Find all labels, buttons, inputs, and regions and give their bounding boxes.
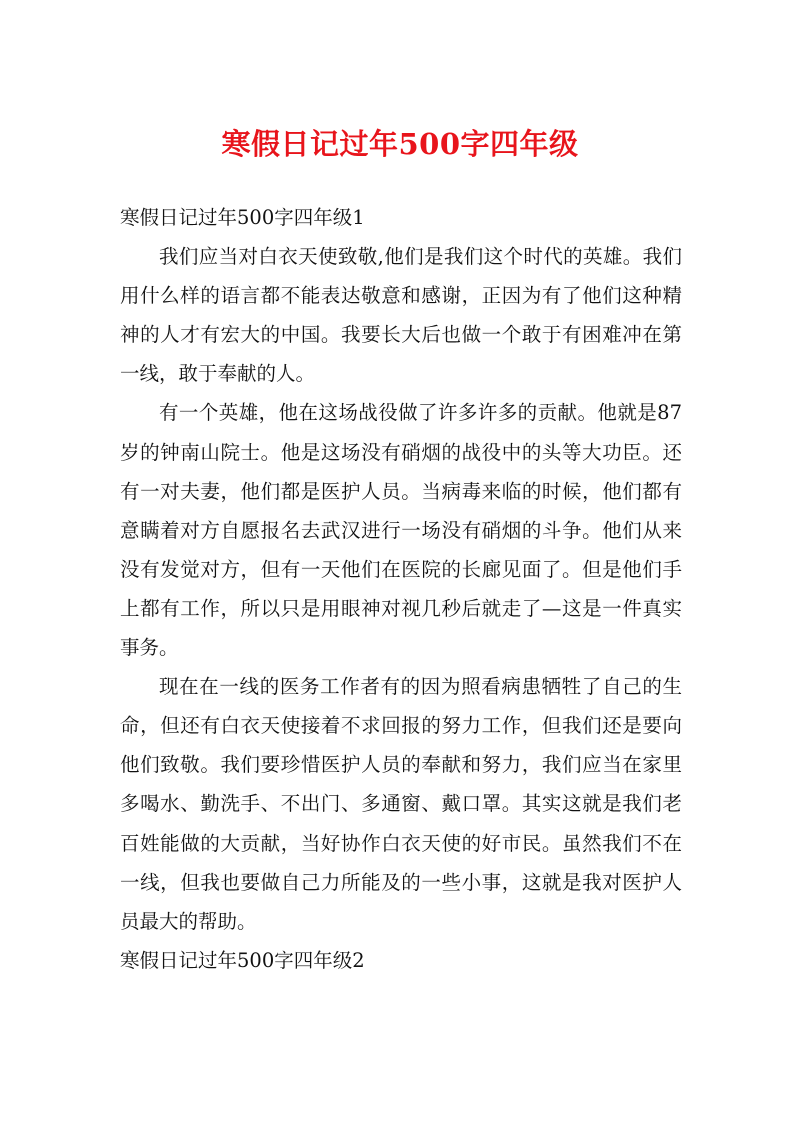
document-title: 寒假日记过年500字四年级	[221, 127, 579, 161]
paragraph-3: 现在在一线的医务工作者有的因为照看病患牺牲了自己的生命，但还有白衣天使接着不求回报的努力工作，但我们还是要向他们致敬。我们要珍惜医护人员的奉献和努力，我们应当在家里多喝水、勤洗手、不出门、多通窗、戴口罩。其实这就是我们老百姓能做的大贡献，当好协作白衣天使的好市民。虽然我们不在一线，但我也要做自己力所能及的一些小事，这就是我对医护人员最大的帮助。	[120, 675, 682, 933]
section-heading-1: 寒假日记过年500字四年级1	[120, 206, 365, 229]
document-body	[120, 198, 682, 980]
section-heading-2: 寒假日记过年500字四年级2	[120, 948, 365, 972]
paragraph-1: 我们应当对白衣天使致敬,他们是我们这个时代的英雄。我们用什么样的语言都不能表达敬意和感谢，正因为有了他们这种精神的人才有宏大的中国。我要长大后也做一个敢于有困难冲在第一线，敢于奉献的人。	[120, 245, 682, 386]
paragraph-2: 有一个英雄，他在这场战役做了许多许多的贡献。他就是87岁的钟南山院士。他是这场没有硝烟的战役中的头等大功臣。还有一对夫妻，他们都是医护人员。当病毒来临的时候，他们都有意瞒着对方自愿报名去武汉进行一场没有硝烟的斗争。他们从来没有发觉对方，但有一天他们在医院的长廊见面了。但是他们手上都有工作，所以只是用眼神对视几秒后就走了—这是一件真实事务。	[120, 401, 682, 660]
